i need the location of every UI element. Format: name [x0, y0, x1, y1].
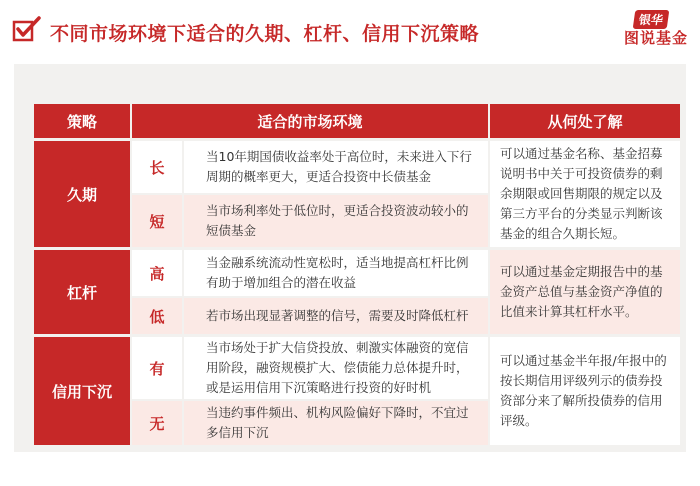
environment-cell: 当市场处于扩大信贷投放、刺激实体融资的宽信用阶段，融资规模扩大、偿债能力总体提升时，或是运用信用下沉策略进行投资的好时机: [184, 337, 488, 399]
environment-cell: 当10年期国债收益率处于高位时，未来进入下行周期的概率更大，更适合投资中长债基金: [184, 141, 488, 193]
brand-logo-top: 银华: [633, 10, 670, 29]
source-cell: 可以通过基金半年报/年报中的按长期信用评级列示的债券投资部分来了解所投债券的信用评级。: [490, 337, 680, 445]
header-cell-source: 从何处了解: [490, 104, 680, 138]
strategy-cell-leverage: 杠杆: [34, 250, 130, 334]
checkbox-check-icon: [12, 16, 42, 42]
page-title: 不同市场环境下适合的久期、杠杆、信用下沉策略: [50, 23, 480, 45]
level-cell: 低: [132, 298, 182, 334]
environment-cell: 当违约事件频出、机构风险偏好下降时，不宜过多信用下沉: [184, 401, 488, 445]
environment-cell: 若市场出现显著调整的信号，需要及时降低杠杆: [184, 298, 488, 334]
header-cell-environment: 适合的市场环境: [132, 104, 488, 138]
strategy-cell-duration: 久期: [34, 141, 130, 247]
level-cell: 无: [132, 401, 182, 445]
level-cell: 长: [132, 141, 182, 193]
source-cell: 可以通过基金定期报告中的基金资产总值与基金资产净值的比值来计算其杠杆水平。: [490, 250, 680, 334]
content-panel: [14, 64, 686, 452]
level-cell: 高: [132, 250, 182, 296]
brand-logo-bottom: 图说基金: [623, 29, 688, 47]
environment-cell: 当市场利率处于低位时，更适合投资波动较小的短债基金: [184, 195, 488, 247]
header: [0, 0, 700, 56]
environment-cell: 当金融系统流动性宽松时，适当地提高杠杆比例有助于增加组合的潜在收益: [184, 250, 488, 296]
brand-logo: [612, 10, 694, 48]
level-cell: 短: [132, 195, 182, 247]
strategy-cell-credit: 信用下沉: [34, 337, 130, 445]
level-cell: 有: [132, 337, 182, 399]
source-cell: 可以通过基金名称、基金招募说明书中关于可投资债券的剩余期限或回售期限的规定以及第三方平台的分类显示判断该基金的组合久期长短。: [490, 141, 680, 247]
header-cell-strategy: 策略: [34, 104, 130, 138]
